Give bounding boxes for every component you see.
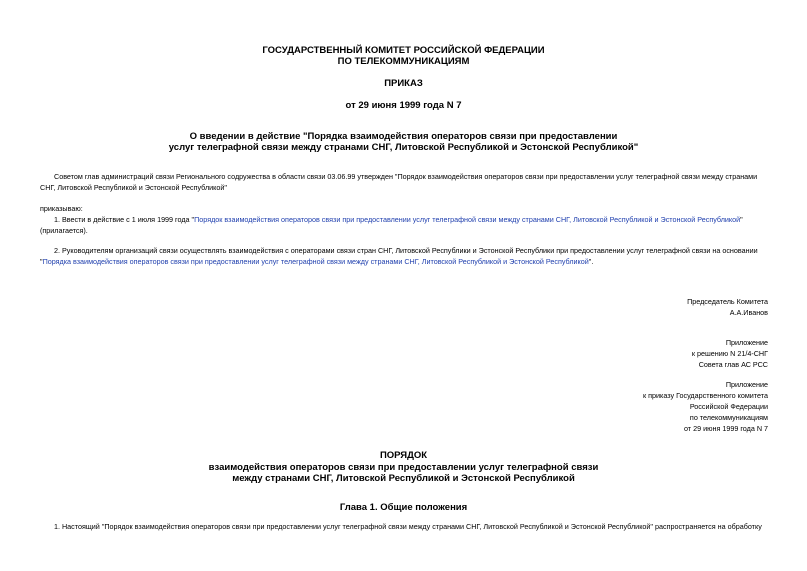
appendix-1-line-2: к решению N 21/4-СНГ — [691, 349, 768, 358]
appendix-1-line-3: Совета глав АС РСС — [698, 360, 768, 369]
item-2-quote-open: " — [40, 257, 43, 266]
appendix-2-line-3: Российской Федерации — [689, 402, 768, 411]
appendix-2-block — [0, 379, 768, 434]
item-1 — [54, 214, 743, 225]
doc-date: от 29 июня 1999 года N 7 — [345, 100, 462, 111]
procedure-subtitle-line-1: взаимодействия операторов связи при предоставлении услуг телеграфной связи — [208, 462, 599, 473]
subject-line-1: О введении в действие "Порядка взаимодействия операторов связи при предоставлении — [189, 131, 618, 142]
appendix-2-line-5: от 29 июня 1999 года N 7 — [683, 424, 768, 433]
procedure-link-1[interactable]: Порядок взаимодействия операторов связи при предоставлении услуг телеграфной связи между странами СНГ, Литовской Республикой и Эстонской Республикой — [194, 215, 741, 224]
preamble-line-2: СНГ, Литовской Республикой и Эстонской Республикой" — [40, 183, 227, 192]
order-word: приказываю: — [40, 204, 83, 213]
procedure-subtitle-line-2: между странами СНГ, Литовской Республикой и Эстонской Республикой — [232, 473, 575, 484]
item-2-line-1: 2. Руководителям организаций связи осуществлять взаимодействия с операторами связи стран СНГ, Литовской Республики и Эстонской Республики при предоставлении услуг телеграфной связи на основании — [54, 246, 758, 255]
issuer-line-2: ПО ТЕЛЕКОММУНИКАЦИЯМ — [337, 56, 470, 67]
issuer-heading — [0, 45, 807, 67]
item-1-prefix: 1. Ввести в действие с 1 июля 1999 года " — [54, 215, 195, 224]
appendix-1-line-1: Приложение — [725, 338, 768, 347]
signature-position: Председатель Комитета — [687, 297, 768, 306]
item-1-suffix: " — [740, 215, 743, 224]
procedure-link-2[interactable]: Порядка взаимодействия операторов связи при предоставлении услуг телеграфной связи между странами СНГ, Литовской Республикой и Эстонской Республикой — [42, 257, 589, 266]
preamble-line-1: Советом глав администраций связи Регионального содружества в области связи 03.06.99 утвержден "Порядок взаимодействия операторов связи при предоставлении услуг телеграфной связи между странами — [54, 172, 758, 181]
procedure-title: ПОРЯДОК — [379, 450, 428, 461]
signature-name: А.А.Иванов — [729, 308, 768, 317]
appendix-2-line-1: Приложение — [725, 380, 768, 389]
item-2-line-2 — [40, 256, 593, 267]
appendix-2-line-4: по телекоммуникациям — [689, 413, 768, 422]
appendix-2-line-2: к приказу Государственного комитета — [643, 391, 768, 400]
issuer-line-1: ГОСУДАРСТВЕННЫЙ КОМИТЕТ РОССИЙСКОЙ ФЕДЕРАЦИИ — [262, 45, 545, 56]
chapter-1-title: Глава 1. Общие положения — [339, 502, 468, 513]
subject-line-2: услуг телеграфной связи между странами СНГ, Литовской Республикой и Эстонской Республикой" — [168, 142, 639, 153]
signature-block — [0, 296, 768, 318]
doc-subject — [0, 131, 807, 153]
item-1-line-2: (прилагается). — [40, 226, 88, 235]
procedure-subtitle — [0, 462, 807, 484]
item-2-quote-close: ". — [588, 257, 594, 266]
appendix-1-block — [0, 337, 768, 370]
chapter-1-paragraph-1: 1. Настоящий "Порядок взаимодействия операторов связи при предоставлении услуг телеграфной связи между странами СНГ, Литовской Республикой и Эстонской Республикой" распространяется на обработку — [54, 522, 762, 531]
doc-type: ПРИКАЗ — [384, 78, 423, 89]
